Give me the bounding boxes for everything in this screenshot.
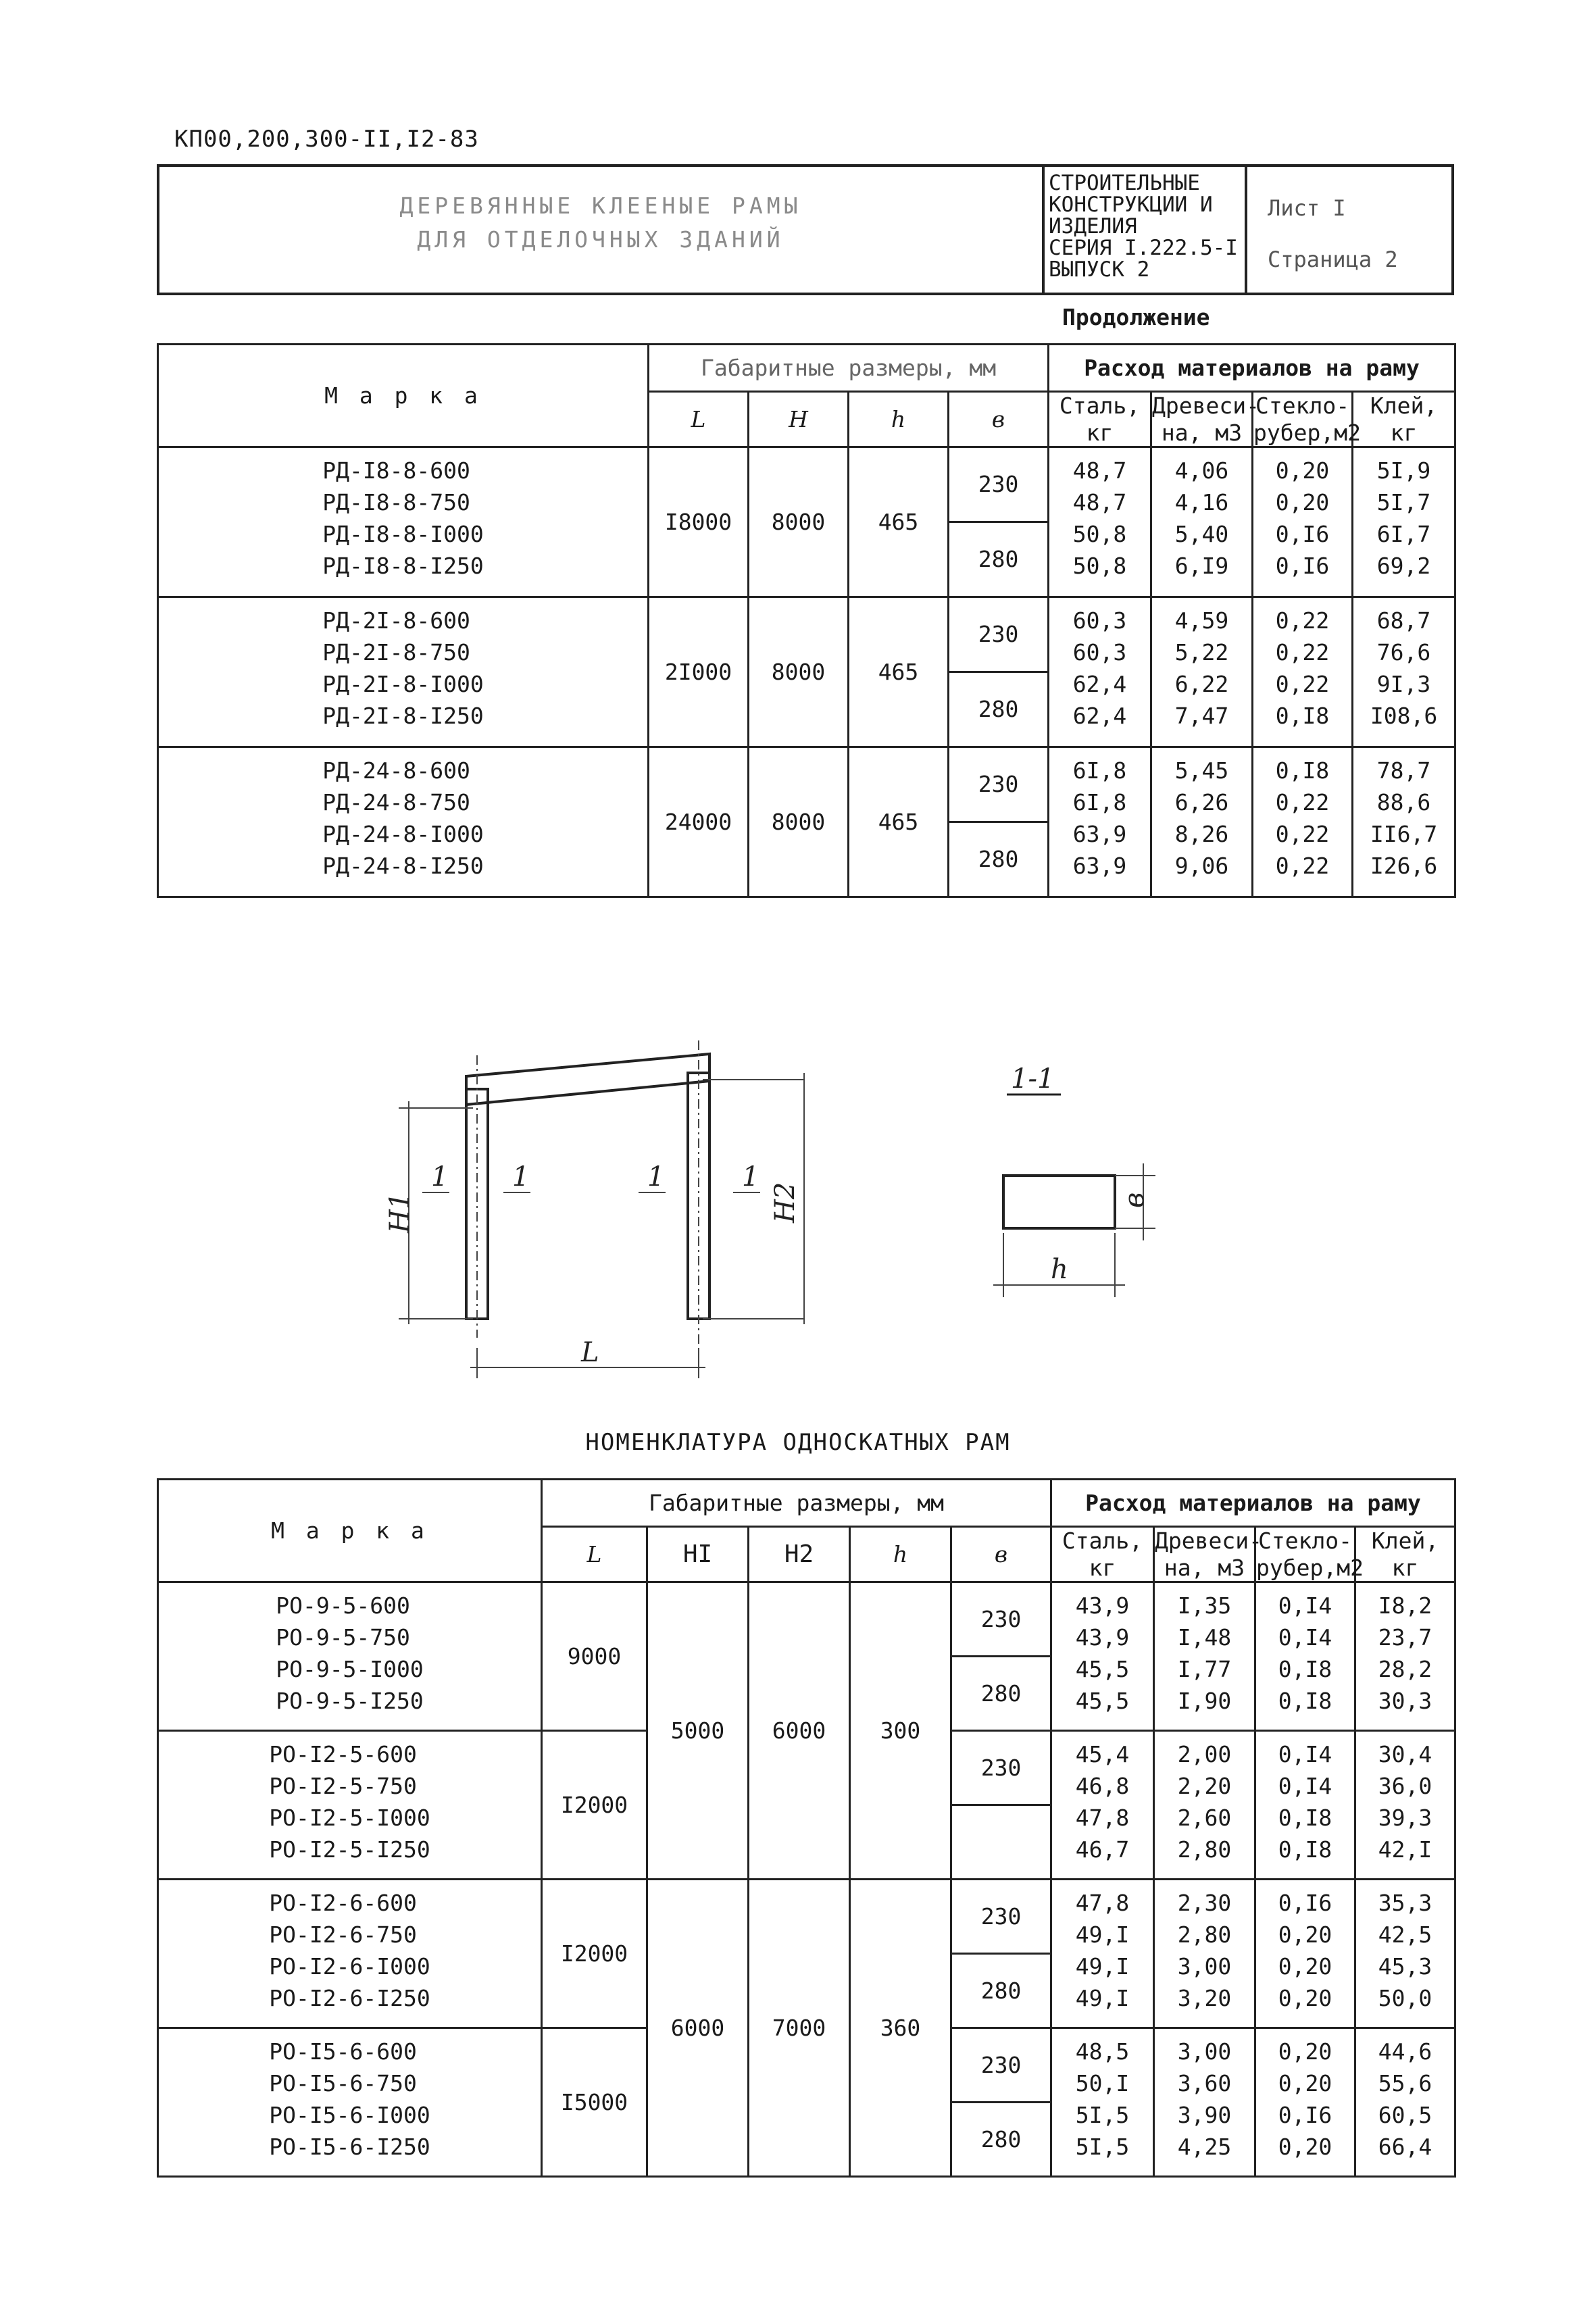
height-H-cell: 8000 bbox=[749, 597, 849, 747]
col-head-steel: Сталь, кг bbox=[1051, 1527, 1154, 1582]
col-head-steel: Сталь, кг bbox=[1049, 392, 1151, 447]
glass-cell: 0,22 0,22 0,22 0,I8 bbox=[1253, 597, 1353, 747]
wood-cell: 2,00 2,20 2,60 2,80 bbox=[1154, 1731, 1255, 1880]
mark-cell: PO-I2-6-600 PO-I2-6-750 PO-I2-6-I000 PO-I2-6-I250 bbox=[158, 1880, 542, 2028]
section-mark: 1 bbox=[431, 1161, 449, 1192]
label-H2: H2 bbox=[770, 1182, 801, 1223]
length-L-cell: I5000 bbox=[542, 2028, 647, 2177]
table-row bbox=[158, 1582, 1455, 1731]
mark-cell: PO-9-5-600 PO-9-5-750 PO-9-5-I000 PO-9-5-I250 bbox=[158, 1582, 542, 1731]
title-block bbox=[157, 164, 1454, 295]
nomenclature-title: НОМЕНКЛАТУРА ОДНОСКАТНЫХ РАМ bbox=[585, 1429, 1011, 1456]
length-L-cell: I2000 bbox=[542, 1880, 647, 2028]
glass-cell: 0,I4 0,I4 0,I8 0,I8 bbox=[1255, 1731, 1355, 1880]
steel-cell: 45,4 46,8 47,8 46,7 bbox=[1051, 1731, 1154, 1880]
col-head-wood: Древеси- на, м3 bbox=[1151, 392, 1253, 447]
glass-cell: 0,20 0,20 0,I6 0,I6 bbox=[1253, 447, 1353, 597]
height-H2-cell: 7000 bbox=[749, 1880, 850, 2177]
col-head-h: h bbox=[849, 392, 949, 447]
width-b-cell: 230 bbox=[951, 1731, 1051, 1880]
section-mark: 1 bbox=[512, 1161, 530, 1192]
width-b-cell: 230 280 bbox=[949, 747, 1049, 897]
col-head-dims: Габаритные размеры, мм bbox=[649, 345, 1049, 392]
mark-cell: РД-I8-8-600 РД-I8-8-750 РД-I8-8-I000 РД-I8-8-I250 bbox=[158, 447, 649, 597]
series-line: ИЗДЕЛИЯ bbox=[1049, 214, 1137, 238]
table-row bbox=[158, 597, 1455, 747]
width-b-cell: 230 280 bbox=[949, 447, 1049, 597]
height-H-cell: 8000 bbox=[749, 747, 849, 897]
col-head-glass: Стекло- рубер,м2 bbox=[1255, 1527, 1355, 1582]
col-head-dims: Габаритные размеры, мм bbox=[542, 1480, 1051, 1527]
col-head-b: в bbox=[949, 392, 1049, 447]
length-L-cell: 2I000 bbox=[649, 597, 749, 747]
width-b-cell: 230 280 bbox=[951, 1880, 1051, 2028]
col-head-H1: HI bbox=[647, 1527, 749, 1582]
length-L-cell: I2000 bbox=[542, 1731, 647, 1880]
section-h-cell: 360 bbox=[850, 1880, 951, 2177]
series-line: СТРОИТЕЛЬНЫЕ bbox=[1049, 171, 1200, 195]
title-cell bbox=[159, 167, 1045, 293]
glass-cell: 0,I8 0,22 0,22 0,22 bbox=[1253, 747, 1353, 897]
wood-cell: 5,45 6,26 8,26 9,06 bbox=[1151, 747, 1253, 897]
frame-diagram bbox=[378, 1040, 1270, 1392]
beam-shape bbox=[466, 1054, 709, 1105]
section-mark: 1 bbox=[647, 1161, 665, 1192]
width-b-cell: 230 280 bbox=[951, 2028, 1051, 2177]
length-L-cell: 24000 bbox=[649, 747, 749, 897]
glass-cell: 0,20 0,20 0,I6 0,20 bbox=[1255, 2028, 1355, 2177]
table-row bbox=[158, 747, 1455, 897]
height-H-cell: 8000 bbox=[749, 447, 849, 597]
label-b: в bbox=[1119, 1192, 1150, 1208]
frames-table-1 bbox=[157, 343, 1456, 898]
height-H1-cell: 5000 bbox=[647, 1582, 749, 1880]
continuation-label: Продолжение bbox=[1062, 304, 1210, 330]
steel-cell: 48,5 50,I 5I,5 5I,5 bbox=[1051, 2028, 1154, 2177]
mark-cell: PO-I5-6-600 PO-I5-6-750 PO-I5-6-I000 PO-I5-6-I250 bbox=[158, 2028, 542, 2177]
section-mark: 1 bbox=[742, 1161, 759, 1192]
col-head-H2: H2 bbox=[749, 1527, 850, 1582]
title-line-1: ДЕРЕВЯННЫЕ КЛЕЕНЫЕ РАМЫ bbox=[399, 193, 802, 219]
col-head-H: H bbox=[749, 392, 849, 447]
section-h-cell: 465 bbox=[849, 447, 949, 597]
glass-cell: 0,I4 0,I4 0,I8 0,I8 bbox=[1255, 1582, 1355, 1731]
label-L: L bbox=[581, 1337, 599, 1368]
glue-cell: 68,7 76,6 9I,3 I08,6 bbox=[1353, 597, 1455, 747]
series-line: СЕРИЯ I.222.5-I bbox=[1049, 236, 1238, 260]
height-H2-cell: 6000 bbox=[749, 1582, 850, 1880]
col-head-L: L bbox=[542, 1527, 647, 1582]
document-code: КП00,200,300-II,I2-83 bbox=[174, 126, 479, 153]
mark-cell: РД-24-8-600 РД-24-8-750 РД-24-8-I000 РД-24-8-I250 bbox=[158, 747, 649, 897]
steel-cell: 43,9 43,9 45,5 45,5 bbox=[1051, 1582, 1154, 1731]
glass-cell: 0,I6 0,20 0,20 0,20 bbox=[1255, 1880, 1355, 2028]
col-head-glue: Клей, кг bbox=[1355, 1527, 1455, 1582]
section-view bbox=[993, 1063, 1155, 1297]
section-h-cell: 465 bbox=[849, 747, 949, 897]
col-head-glass: Стекло- рубер,м2 bbox=[1253, 392, 1353, 447]
col-head-mark: М а р к а bbox=[158, 1480, 542, 1582]
mark-cell: РД-2I-8-600 РД-2I-8-750 РД-2I-8-I000 РД-2I-8-I250 bbox=[158, 597, 649, 747]
table-row bbox=[158, 447, 1455, 597]
col-head-b: в bbox=[951, 1527, 1051, 1582]
glue-cell: I8,2 23,7 28,2 30,3 bbox=[1355, 1582, 1455, 1731]
steel-cell: 6I,8 6I,8 63,9 63,9 bbox=[1049, 747, 1151, 897]
section-rect bbox=[1003, 1176, 1115, 1228]
wood-cell: 4,06 4,16 5,40 6,I9 bbox=[1151, 447, 1253, 597]
sheet-cell bbox=[1247, 167, 1457, 293]
wood-cell: 3,00 3,60 3,90 4,25 bbox=[1154, 2028, 1255, 2177]
steel-cell: 47,8 49,I 49,I 49,I bbox=[1051, 1880, 1154, 2028]
mark-cell: PO-I2-5-600 PO-I2-5-750 PO-I2-5-I000 PO-I2-5-I250 bbox=[158, 1731, 542, 1880]
section-h-cell: 465 bbox=[849, 597, 949, 747]
col-head-h: h bbox=[850, 1527, 951, 1582]
glue-cell: 5I,9 5I,7 6I,7 69,2 bbox=[1353, 447, 1455, 597]
wood-cell: 2,30 2,80 3,00 3,20 bbox=[1154, 1880, 1255, 2028]
col-head-wood: Древеси- на, м3 bbox=[1154, 1527, 1255, 1582]
wood-cell: I,35 I,48 I,77 I,90 bbox=[1154, 1582, 1255, 1731]
col-head-materials: Расход материалов на раму bbox=[1051, 1480, 1455, 1527]
col-head-materials: Расход материалов на раму bbox=[1049, 345, 1455, 392]
length-L-cell: 9000 bbox=[542, 1582, 647, 1731]
label-h: h bbox=[1051, 1254, 1068, 1285]
table-row bbox=[158, 1880, 1455, 2028]
label-H1: H1 bbox=[384, 1192, 416, 1233]
series-line: ВЫПУСК 2 bbox=[1049, 257, 1150, 282]
series-cell bbox=[1045, 167, 1247, 293]
wood-cell: 4,59 5,22 6,22 7,47 bbox=[1151, 597, 1253, 747]
series-line: КОНСТРУКЦИИ И bbox=[1049, 193, 1213, 217]
section-title: 1-1 bbox=[1011, 1063, 1055, 1095]
col-head-glue: Клей, кг bbox=[1353, 392, 1455, 447]
sheet-number: Лист I bbox=[1268, 195, 1346, 221]
glue-cell: 44,6 55,6 60,5 66,4 bbox=[1355, 2028, 1455, 2177]
title-line-2: ДЛЯ ОТДЕЛОЧНЫХ ЗДАНИЙ bbox=[417, 226, 784, 253]
frames-table-2 bbox=[157, 1478, 1456, 2178]
height-H1-cell: 6000 bbox=[647, 1880, 749, 2177]
section-h-cell: 300 bbox=[850, 1582, 951, 1880]
width-b-cell: 230 280 bbox=[951, 1582, 1051, 1731]
page-number: Страница 2 bbox=[1268, 247, 1398, 272]
col-head-L: L bbox=[649, 392, 749, 447]
glue-cell: 30,4 36,0 39,3 42,I bbox=[1355, 1731, 1455, 1880]
steel-cell: 60,3 60,3 62,4 62,4 bbox=[1049, 597, 1151, 747]
glue-cell: 35,3 42,5 45,3 50,0 bbox=[1355, 1880, 1455, 2028]
width-b-cell: 230 280 bbox=[949, 597, 1049, 747]
length-L-cell: I8000 bbox=[649, 447, 749, 597]
steel-cell: 48,7 48,7 50,8 50,8 bbox=[1049, 447, 1151, 597]
col-head-mark: М а р к а bbox=[158, 345, 649, 447]
glue-cell: 78,7 88,6 II6,7 I26,6 bbox=[1353, 747, 1455, 897]
